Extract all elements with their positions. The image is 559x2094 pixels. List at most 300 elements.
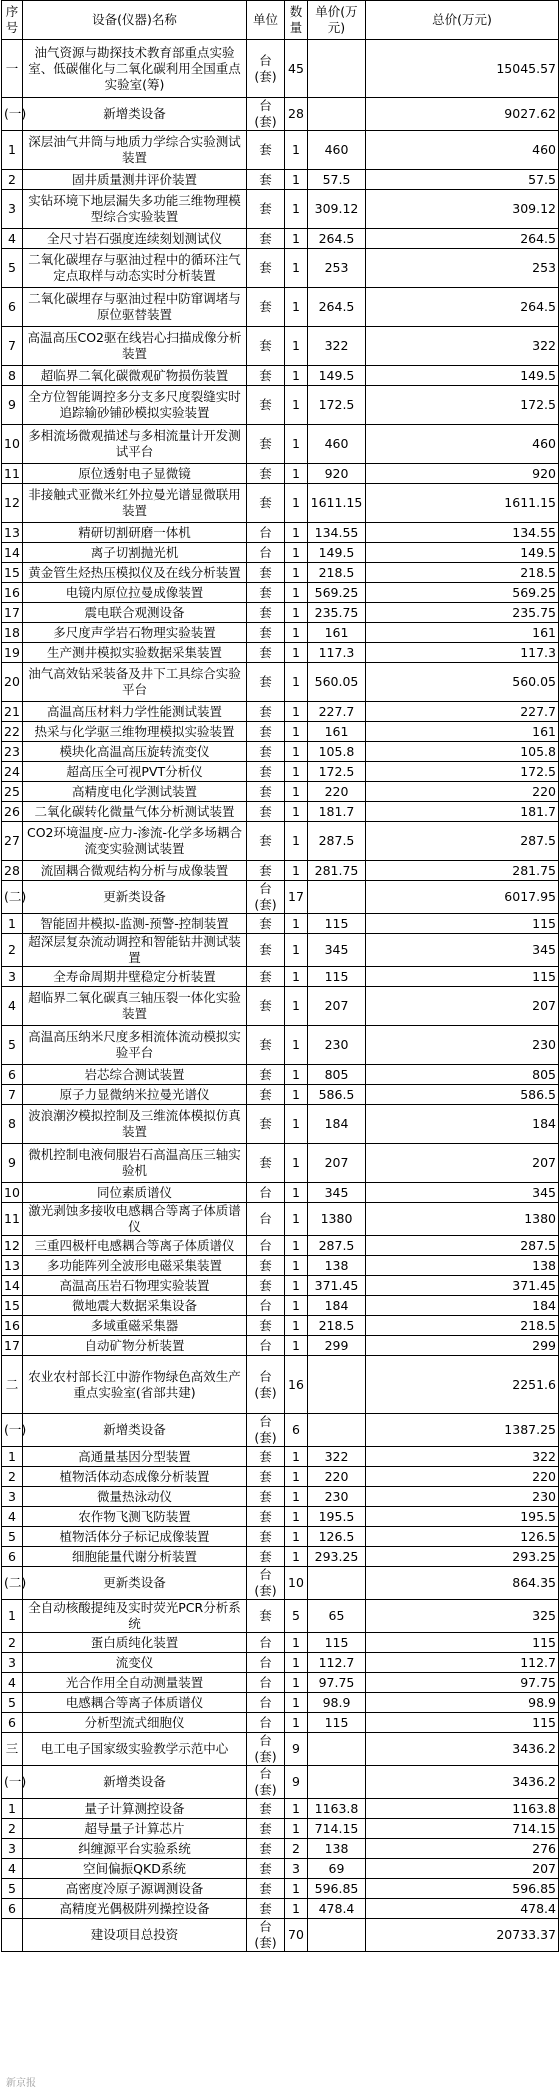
cell-total: 9027.62: [366, 98, 559, 131]
cell-name: 深层油气井筒与地质力学综合实验测试装置: [23, 131, 247, 170]
cell-total: 195.5: [366, 1507, 559, 1527]
cell-no: 23: [2, 742, 23, 762]
cell-total: 586.5: [366, 1085, 559, 1105]
cell-qty: 1: [285, 603, 308, 623]
cell-name: 油气资源与勘探技术教育部重点实验室、低碳催化与二氧化碳利用全国重点实验室(筹): [23, 40, 247, 98]
cell-total: 460: [366, 131, 559, 170]
equipment-table: [1, 0, 559, 1952]
table-row: [2, 366, 559, 386]
cell-unit: 台(套): [247, 1567, 285, 1600]
cell-qty: 3: [285, 1859, 308, 1879]
cell-total: 126.5: [366, 1527, 559, 1547]
cell-price: 227.7: [308, 702, 366, 722]
cell-price: 112.7: [308, 1653, 366, 1673]
cell-qty: 1: [285, 170, 308, 190]
cell-name: 分析型流式细胞仪: [23, 1713, 247, 1733]
cell-price: 172.5: [308, 386, 366, 425]
cell-price: 115: [308, 1633, 366, 1653]
column-header-qty: 数量: [285, 1, 308, 40]
cell-unit: 套: [247, 229, 285, 249]
cell-qty: 1: [285, 1276, 308, 1296]
cell-price: 281.75: [308, 861, 366, 881]
cell-total: 1611.15: [366, 484, 559, 523]
cell-price: 1380: [308, 1203, 366, 1236]
cell-unit: 套: [247, 1487, 285, 1507]
table-row: [2, 1879, 559, 1899]
cell-price: 184: [308, 1296, 366, 1316]
cell-qty: 1: [285, 782, 308, 802]
cell-no: 25: [2, 782, 23, 802]
table-row: [2, 914, 559, 934]
cell-total: 920: [366, 464, 559, 484]
table-row: [2, 288, 559, 327]
cell-name: 多尺度声学岩石物理实验装置: [23, 623, 247, 643]
cell-price: 115: [308, 914, 366, 934]
cell-total: 138: [366, 1256, 559, 1276]
table-row: [2, 131, 559, 170]
cell-qty: 1: [285, 484, 308, 523]
cell-total: 218.5: [366, 563, 559, 583]
table-row: [2, 386, 559, 425]
cell-unit: 套: [247, 782, 285, 802]
table-row: [2, 1467, 559, 1487]
cell-name: 电感耦合等离子体质谱仪: [23, 1693, 247, 1713]
cell-no: 21: [2, 702, 23, 722]
cell-price: 230: [308, 1026, 366, 1065]
cell-unit: 套: [247, 1467, 285, 1487]
table-row: [2, 722, 559, 742]
table-row: [2, 1276, 559, 1296]
cell-no: 17: [2, 603, 23, 623]
table-row: [2, 1487, 559, 1507]
cell-unit: 套: [247, 1447, 285, 1467]
cell-total: 293.25: [366, 1547, 559, 1567]
cell-price: 115: [308, 967, 366, 987]
cell-price: 287.5: [308, 1236, 366, 1256]
cell-price: 220: [308, 782, 366, 802]
table-row: [2, 1316, 559, 1336]
cell-qty: 28: [285, 98, 308, 131]
cell-total: 149.5: [366, 366, 559, 386]
cell-name: 植物活体动态成像分析装置: [23, 1467, 247, 1487]
cell-unit: 台: [247, 1236, 285, 1256]
cell-name: 波浪潮汐模拟控制及三维流体模拟仿真装置: [23, 1105, 247, 1144]
cell-name: 光合作用全自动测量装置: [23, 1673, 247, 1693]
cell-price: 134.55: [308, 523, 366, 543]
cell-name: 智能固井模拟-监测-预警-控制装置: [23, 914, 247, 934]
table-row: [2, 1203, 559, 1236]
cell-qty: 1: [285, 249, 308, 288]
cell-unit: 套: [247, 563, 285, 583]
table-row: [2, 1356, 559, 1414]
cell-no: 6: [2, 288, 23, 327]
cell-unit: 台(套): [247, 98, 285, 131]
cell-qty: 1: [285, 425, 308, 464]
cell-price: 253: [308, 249, 366, 288]
cell-unit: 套: [247, 386, 285, 425]
cell-price: 218.5: [308, 1316, 366, 1336]
table-body: [2, 40, 559, 1952]
cell-unit: 台: [247, 1203, 285, 1236]
cell-total: 560.05: [366, 663, 559, 702]
cell-qty: 9: [285, 1733, 308, 1766]
column-header-price: 单价(万元): [308, 1, 366, 40]
cell-qty: 1: [285, 1653, 308, 1673]
cell-no: 3: [2, 967, 23, 987]
cell-no: (二): [2, 1567, 23, 1600]
cell-qty: 10: [285, 1567, 308, 1600]
cell-no: 6: [2, 1065, 23, 1085]
cell-no: 17: [2, 1336, 23, 1356]
cell-qty: 1: [285, 1799, 308, 1819]
cell-price: 264.5: [308, 229, 366, 249]
cell-price: 1163.8: [308, 1799, 366, 1819]
table-row: [2, 1653, 559, 1673]
cell-total: 161: [366, 623, 559, 643]
cell-name: 高密度冷原子源调测设备: [23, 1879, 247, 1899]
cell-price: 345: [308, 934, 366, 967]
cell-qty: 1: [285, 1316, 308, 1336]
cell-no: 19: [2, 643, 23, 663]
table-row: [2, 543, 559, 563]
cell-name: 岩芯综合测试装置: [23, 1065, 247, 1085]
cell-qty: 9: [285, 1766, 308, 1799]
cell-qty: 1: [285, 1507, 308, 1527]
cell-qty: 1: [285, 1879, 308, 1899]
cell-total: 97.75: [366, 1673, 559, 1693]
cell-no: 1: [2, 131, 23, 170]
table-row: [2, 1766, 559, 1799]
cell-name: 高精度电化学测试装置: [23, 782, 247, 802]
cell-name: 离子切割抛光机: [23, 543, 247, 563]
cell-unit: 台: [247, 1673, 285, 1693]
cell-unit: 套: [247, 583, 285, 603]
cell-qty: 1: [285, 702, 308, 722]
cell-name: 原子力显微纳米拉曼光谱仪: [23, 1085, 247, 1105]
cell-total: 184: [366, 1105, 559, 1144]
cell-unit: 套: [247, 1527, 285, 1547]
cell-unit: 套: [247, 170, 285, 190]
cell-no: 4: [2, 1859, 23, 1879]
cell-qty: 1: [285, 967, 308, 987]
table-row: [2, 1447, 559, 1467]
cell-unit: 台(套): [247, 1766, 285, 1799]
cell-price: 207: [308, 1144, 366, 1183]
cell-price: 115: [308, 1713, 366, 1733]
cell-name: 新增类设备: [23, 1414, 247, 1447]
cell-price: 195.5: [308, 1507, 366, 1527]
cell-qty: 1: [285, 643, 308, 663]
cell-price: 97.75: [308, 1673, 366, 1693]
cell-qty: 1: [285, 1336, 308, 1356]
cell-qty: 1: [285, 190, 308, 229]
cell-qty: 1: [285, 1467, 308, 1487]
table-row: [2, 623, 559, 643]
table-row: [2, 1600, 559, 1633]
cell-price: [308, 881, 366, 914]
cell-qty: 1: [285, 1447, 308, 1467]
cell-total: 181.7: [366, 802, 559, 822]
cell-name: 自动矿物分析装置: [23, 1336, 247, 1356]
table-row: [2, 1799, 559, 1819]
cell-name: 更新类设备: [23, 1567, 247, 1600]
cell-no: 14: [2, 1276, 23, 1296]
cell-no: 28: [2, 861, 23, 881]
cell-total: 230: [366, 1026, 559, 1065]
cell-unit: 台: [247, 523, 285, 543]
cell-price: 207: [308, 987, 366, 1026]
cell-name: 高温高压CO2驱在线岩心扫描成像分析装置: [23, 327, 247, 366]
cell-total: 207: [366, 987, 559, 1026]
table-row: [2, 1547, 559, 1567]
cell-price: 322: [308, 1447, 366, 1467]
cell-price: 460: [308, 131, 366, 170]
cell-price: 161: [308, 623, 366, 643]
cell-qty: 1: [285, 1203, 308, 1236]
cell-total: 115: [366, 1633, 559, 1653]
cell-unit: 套: [247, 1600, 285, 1633]
cell-no: 5: [2, 1879, 23, 1899]
cell-unit: 套: [247, 1316, 285, 1336]
table-row: [2, 742, 559, 762]
cell-unit: 套: [247, 1026, 285, 1065]
cell-no: 27: [2, 822, 23, 861]
table-row: [2, 762, 559, 782]
cell-qty: 1: [285, 802, 308, 822]
cell-no: 3: [2, 1487, 23, 1507]
cell-no: 15: [2, 1296, 23, 1316]
cell-name: 多相流场微观描述与多相流量计开发测试平台: [23, 425, 247, 464]
table-row: [2, 583, 559, 603]
cell-qty: 5: [285, 1600, 308, 1633]
cell-unit: 套: [247, 914, 285, 934]
cell-qty: 1: [285, 1105, 308, 1144]
cell-price: 181.7: [308, 802, 366, 822]
cell-price: 126.5: [308, 1527, 366, 1547]
cell-name: 模块化高温高压旋转流变仪: [23, 742, 247, 762]
cell-total: 325: [366, 1600, 559, 1633]
cell-name: 生产测井模拟实验数据采集装置: [23, 643, 247, 663]
table-row: [2, 327, 559, 366]
cell-price: 345: [308, 1183, 366, 1203]
cell-unit: 台: [247, 1183, 285, 1203]
cell-unit: 套: [247, 742, 285, 762]
cell-name: 超临界二氧化碳微观矿物损伤装置: [23, 366, 247, 386]
cell-name: 高温高压材料力学性能测试装置: [23, 702, 247, 722]
cell-qty: 1: [285, 822, 308, 861]
table-row: [2, 484, 559, 523]
cell-total: 309.12: [366, 190, 559, 229]
cell-name: 细胞能量代谢分析装置: [23, 1547, 247, 1567]
table-row: [2, 40, 559, 98]
cell-no: 2: [2, 1633, 23, 1653]
cell-unit: 套: [247, 1085, 285, 1105]
cell-price: 460: [308, 425, 366, 464]
cell-no: 6: [2, 1713, 23, 1733]
cell-total: 276: [366, 1839, 559, 1859]
cell-qty: 1: [285, 1256, 308, 1276]
cell-no: 三: [2, 1733, 23, 1766]
cell-qty: 1: [285, 1236, 308, 1256]
cell-no: 2: [2, 1467, 23, 1487]
table-row: [2, 170, 559, 190]
cell-no: (二): [2, 881, 23, 914]
cell-name: 新增类设备: [23, 1766, 247, 1799]
table-row: [2, 1144, 559, 1183]
cell-total: 115: [366, 967, 559, 987]
table-row: [2, 190, 559, 229]
cell-unit: 台: [247, 1296, 285, 1316]
cell-price: 172.5: [308, 762, 366, 782]
cell-name: 全方位智能调控多分支多尺度裂缝实时追踪输砂铺砂模拟实验装置: [23, 386, 247, 425]
cell-qty: 1: [285, 131, 308, 170]
column-header-total: 总价(万元): [366, 1, 559, 40]
cell-no: 13: [2, 1256, 23, 1276]
cell-qty: 1: [285, 1547, 308, 1567]
cell-total: 345: [366, 1183, 559, 1203]
cell-total: 805: [366, 1065, 559, 1085]
cell-unit: 套: [247, 1859, 285, 1879]
table-row: [2, 1859, 559, 1879]
table-row: [2, 1414, 559, 1447]
cell-price: 230: [308, 1487, 366, 1507]
cell-price: 714.15: [308, 1819, 366, 1839]
cell-no: 5: [2, 1693, 23, 1713]
cell-no: 1: [2, 914, 23, 934]
table-row: [2, 523, 559, 543]
cell-name: 原位透射电子显微镜: [23, 464, 247, 484]
cell-qty: 1: [285, 623, 308, 643]
cell-unit: 套: [247, 643, 285, 663]
cell-name: 电镜内原位拉曼成像装置: [23, 583, 247, 603]
cell-name: 植物活体分子标记成像装置: [23, 1527, 247, 1547]
cell-name: CO2环境温度-应力-渗流-化学多场耦合流变实验测试装置: [23, 822, 247, 861]
cell-total: 57.5: [366, 170, 559, 190]
cell-no: 12: [2, 1236, 23, 1256]
cell-name: 非接触式亚微米红外拉曼光谱显微联用装置: [23, 484, 247, 523]
cell-total: 218.5: [366, 1316, 559, 1336]
cell-unit: 台(套): [247, 1356, 285, 1414]
cell-unit: 套: [247, 802, 285, 822]
cell-total: 230: [366, 1487, 559, 1507]
cell-no: 5: [2, 1527, 23, 1547]
cell-price: 371.45: [308, 1276, 366, 1296]
cell-name: 全寿命周期井壁稳定分析装置: [23, 967, 247, 987]
cell-total: 184: [366, 1296, 559, 1316]
cell-price: 596.85: [308, 1879, 366, 1899]
table-row: [2, 861, 559, 881]
cell-qty: 1: [285, 1527, 308, 1547]
cell-total: 149.5: [366, 543, 559, 563]
cell-unit: 台(套): [247, 1919, 285, 1952]
cell-name: 纠缠源平台实验系统: [23, 1839, 247, 1859]
cell-name: 二氧化碳埋存与驱油过程中防窜调堵与原位驱替装置: [23, 288, 247, 327]
table-row: [2, 643, 559, 663]
cell-no: 5: [2, 249, 23, 288]
cell-name: 农业农村部长江中游作物绿色高效生产重点实验室(省部共建): [23, 1356, 247, 1414]
cell-qty: 1: [285, 386, 308, 425]
cell-unit: 台: [247, 1633, 285, 1653]
cell-unit: 套: [247, 822, 285, 861]
cell-price: 478.4: [308, 1899, 366, 1919]
cell-qty: 1: [285, 288, 308, 327]
table-row: [2, 229, 559, 249]
cell-name: 新增类设备: [23, 98, 247, 131]
cell-price: 149.5: [308, 366, 366, 386]
cell-unit: 套: [247, 1839, 285, 1859]
cell-name: 高通量基因分型装置: [23, 1447, 247, 1467]
cell-total: 371.45: [366, 1276, 559, 1296]
cell-qty: 6: [285, 1414, 308, 1447]
cell-qty: 1: [285, 464, 308, 484]
cell-total: 172.5: [366, 386, 559, 425]
cell-total: 207: [366, 1859, 559, 1879]
cell-price: 117.3: [308, 643, 366, 663]
table-row: [2, 1507, 559, 1527]
table-row: [2, 934, 559, 967]
cell-total: 15045.57: [366, 40, 559, 98]
cell-total: 227.7: [366, 702, 559, 722]
cell-unit: 套: [247, 861, 285, 881]
table-row: [2, 702, 559, 722]
table-row: [2, 987, 559, 1026]
cell-name: 二氧化碳埋存与驱油过程中的循环注气定点取样与动态实时分析装置: [23, 249, 247, 288]
cell-qty: 1: [285, 1144, 308, 1183]
cell-no: 1: [2, 1447, 23, 1467]
cell-name: 多域重磁采集器: [23, 1316, 247, 1336]
cell-no: 15: [2, 563, 23, 583]
cell-no: 13: [2, 523, 23, 543]
table-row: [2, 1567, 559, 1600]
cell-total: 172.5: [366, 762, 559, 782]
cell-qty: 1: [285, 1183, 308, 1203]
cell-total: 20733.37: [366, 1919, 559, 1952]
cell-no: 2: [2, 1819, 23, 1839]
cell-total: 112.7: [366, 1653, 559, 1673]
cell-no: 14: [2, 543, 23, 563]
table-row: [2, 1693, 559, 1713]
table-row: [2, 1336, 559, 1356]
cell-unit: 套: [247, 762, 285, 782]
cell-price: 299: [308, 1336, 366, 1356]
cell-price: 98.9: [308, 1693, 366, 1713]
table-row: [2, 464, 559, 484]
table-row: [2, 1085, 559, 1105]
cell-qty: 1: [285, 663, 308, 702]
cell-total: 98.9: [366, 1693, 559, 1713]
cell-no: 9: [2, 386, 23, 425]
cell-total: 1163.8: [366, 1799, 559, 1819]
cell-no: 2: [2, 934, 23, 967]
cell-qty: 1: [285, 934, 308, 967]
cell-price: 138: [308, 1839, 366, 1859]
cell-no: 7: [2, 1085, 23, 1105]
cell-no: 18: [2, 623, 23, 643]
cell-qty: 1: [285, 327, 308, 366]
cell-unit: 套: [247, 327, 285, 366]
cell-name: 超临界二氧化碳真三轴压裂一体化实验装置: [23, 987, 247, 1026]
cell-name: 超高压全可视PVT分析仪: [23, 762, 247, 782]
watermark: 新京报: [6, 2078, 36, 2089]
cell-name: 实钻环境下地层漏失多功能三维物理模型综合实验装置: [23, 190, 247, 229]
column-header-no: 序号: [2, 1, 23, 40]
cell-no: (一): [2, 1414, 23, 1447]
cell-total: 478.4: [366, 1899, 559, 1919]
cell-unit: 套: [247, 1144, 285, 1183]
cell-price: [308, 1733, 366, 1766]
cell-unit: 台: [247, 543, 285, 563]
cell-total: 460: [366, 425, 559, 464]
